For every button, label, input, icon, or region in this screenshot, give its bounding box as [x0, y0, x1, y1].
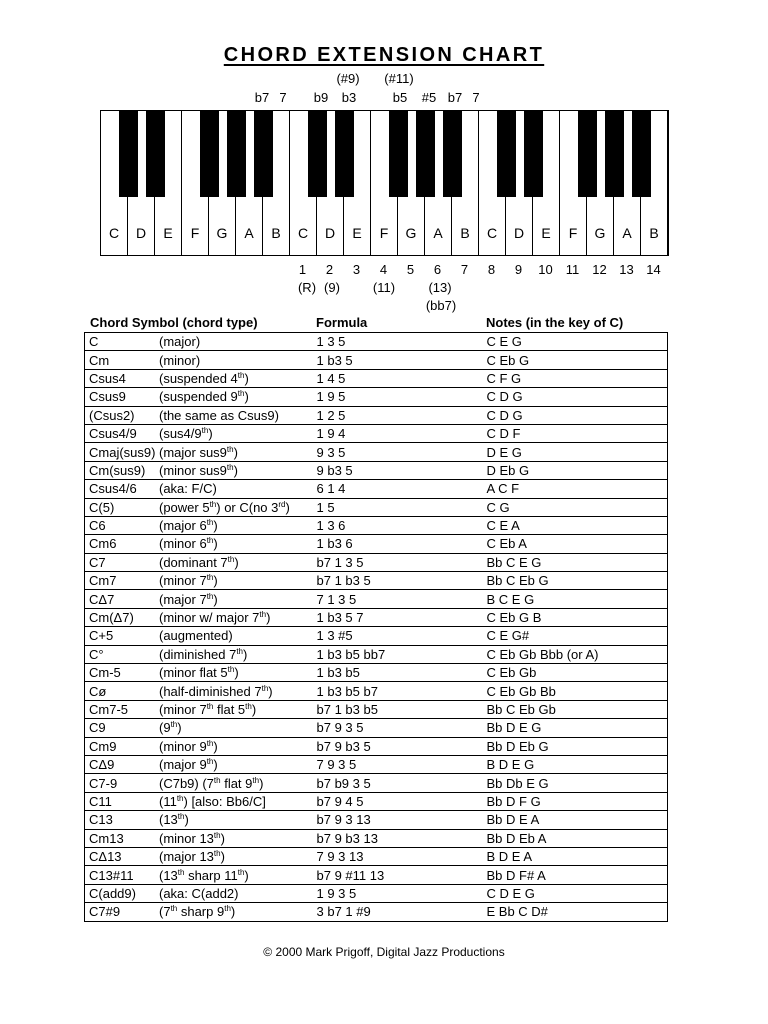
chord-type-cont: )	[234, 554, 239, 570]
chord-row	[85, 553, 668, 571]
chord-symbol: Cm-5	[89, 665, 121, 681]
chord-notes: A C F	[483, 480, 668, 498]
superscript: th	[259, 610, 267, 620]
superscript: th	[226, 444, 234, 454]
white-key-label: F	[379, 225, 389, 241]
white-key-label: B	[649, 225, 659, 241]
chord-formula: 1 9 4	[313, 424, 483, 442]
chord-row	[85, 572, 668, 590]
chord-type: (9	[159, 720, 171, 736]
degree-sub: (9)	[324, 280, 340, 295]
chord-type-cont: )	[208, 426, 213, 442]
chord-formula: 1 3 5	[313, 333, 483, 351]
chord-row	[85, 792, 668, 810]
chord-type: (13	[159, 867, 178, 883]
chord-symbol: Csus4	[89, 370, 126, 386]
chord-type-cont: )	[244, 867, 249, 883]
chord-type-cont: )	[213, 591, 218, 607]
chord-row	[85, 535, 668, 553]
header-formula: Formula	[316, 315, 368, 330]
degree-sub: (13)	[428, 280, 452, 295]
chord-type: (suspended 4	[159, 370, 238, 386]
chord-row	[85, 480, 668, 498]
chord-notes: C Eb G B	[483, 608, 668, 626]
chord-symbol: Cø	[89, 683, 107, 699]
chord-type-cont: )	[213, 738, 218, 754]
chord-symbol: Cmaj(sus9)	[89, 444, 156, 460]
chord-notes: C Eb Gb Bbb (or A)	[483, 645, 668, 663]
chord-symbol: C9	[89, 720, 106, 736]
chord-type-cont: )	[184, 812, 189, 828]
degree-sub: (R)	[297, 280, 317, 295]
superscript: th	[177, 867, 185, 877]
chord-type-cont: )	[233, 444, 238, 460]
chord-type-cont: )	[268, 683, 273, 699]
chord-symbol: CΔ9	[89, 757, 115, 773]
chord-notes: D Eb G	[483, 461, 668, 479]
chord-type-cont: )	[251, 702, 257, 717]
chart-title: CHORD EXTENSION CHART	[223, 44, 545, 66]
chord-type-cont: )	[177, 720, 182, 736]
degree-sub: (bb7)	[425, 298, 457, 313]
superscript: th	[213, 849, 221, 859]
chord-type-cont: )	[213, 518, 218, 534]
white-key-label: C	[486, 225, 498, 241]
chord-symbol: Cm	[89, 352, 110, 368]
chord-notes: C D G	[483, 388, 668, 406]
black-key	[389, 111, 408, 197]
superscript: th	[213, 775, 221, 785]
superscript: th	[226, 462, 234, 472]
chord-symbol: Cm9	[89, 738, 117, 754]
chord-symbol: C(add9)	[89, 885, 136, 901]
chord-formula: b7 9 4 5	[313, 792, 483, 810]
chord-row	[85, 608, 668, 626]
chord-notes: C D G	[483, 406, 668, 424]
degree-number: 12	[592, 262, 607, 277]
chord-type-cont: )	[266, 610, 271, 626]
top-label: b7	[447, 90, 463, 105]
chord-notes: Bb D E G	[483, 719, 668, 737]
chord-type-cont: ) or C(no 3	[216, 499, 279, 515]
chord-symbol: C°	[89, 646, 104, 662]
white-key-label: F	[568, 225, 578, 241]
superscript: th	[177, 812, 185, 822]
black-key	[308, 111, 327, 197]
chord-row	[85, 627, 668, 645]
chord-symbol: C7#9	[89, 904, 121, 920]
superscript: th	[236, 646, 243, 656]
superscript: th	[227, 665, 235, 675]
chord-formula: 1 5	[313, 498, 483, 516]
chord-notes: Bb D Eb A	[483, 829, 668, 847]
degree-number: 8	[487, 262, 496, 277]
white-key-label: C	[297, 225, 309, 241]
chord-row	[85, 903, 668, 921]
chord-symbol: C7	[89, 554, 106, 570]
chord-table	[84, 332, 668, 922]
chord-row	[85, 516, 668, 534]
superscript: th	[206, 702, 214, 711]
black-key	[200, 111, 219, 197]
superscript: th	[206, 757, 214, 767]
chord-symbol: Csus9	[89, 389, 126, 405]
superscript: th	[252, 775, 260, 785]
chord-type: (aka: C(add2)	[159, 885, 239, 901]
chord-type-cont: )	[234, 665, 239, 681]
chord-type-cont: )	[213, 757, 218, 773]
chord-type-cont: )	[213, 573, 218, 589]
white-key-label: D	[135, 225, 147, 241]
white-key-label: F	[190, 225, 200, 241]
chord-notes: C Eb Gb	[483, 664, 668, 682]
chord-symbol: C11	[89, 793, 112, 809]
chord-type-cont: )	[220, 830, 225, 846]
chord-formula: 6 1 4	[313, 480, 483, 498]
chord-row	[85, 829, 668, 847]
chord-notes: C F G	[483, 369, 668, 387]
chord-notes: Bb Db E G	[483, 774, 668, 792]
chord-symbol: Cm13	[89, 830, 124, 846]
white-key-label: B	[271, 225, 281, 241]
chord-type-cont: flat 5	[213, 702, 246, 717]
white-key-label: A	[622, 225, 632, 241]
superscript: th	[224, 904, 231, 914]
chord-formula: 1 b3 b5	[313, 664, 483, 682]
chord-symbol: C+5	[89, 628, 114, 644]
black-key	[497, 111, 516, 197]
chord-formula: b7 b9 3 5	[313, 774, 483, 792]
chord-notes: C G	[483, 498, 668, 516]
chord-row	[85, 590, 668, 608]
chord-type: (major 6	[159, 518, 207, 534]
chord-type: (minor sus9	[159, 462, 227, 478]
chord-type-cont: sharp 9	[177, 904, 225, 920]
chord-formula: b7 9 #11 13	[313, 866, 483, 884]
chord-type: (the same as Csus9)	[159, 407, 279, 423]
chord-formula: 7 9 3 13	[313, 847, 483, 865]
chord-type-cont: ) [also: Bb6/C]	[183, 793, 266, 809]
chord-type: (suspended 9	[159, 389, 238, 405]
chord-type: (11	[159, 793, 177, 809]
superscript: th	[170, 720, 178, 730]
chord-notes: C D E G	[483, 884, 668, 902]
superscript: th	[201, 426, 209, 436]
degree-number: 3	[352, 262, 361, 277]
chord-formula: 1 b3 b5 bb7	[313, 645, 483, 663]
chord-type: (major)	[159, 334, 201, 350]
chord-symbol: Cm6	[89, 536, 117, 552]
chord-symbol: Cm(Δ7)	[89, 610, 134, 626]
chord-type: (13	[159, 812, 178, 828]
top-label-sharp11: (#11)	[384, 71, 414, 86]
chord-type: (minor 7	[159, 573, 207, 589]
superscript: th	[206, 536, 214, 546]
chord-type-cont: )	[259, 775, 264, 791]
chord-formula: b7 9 3 13	[313, 811, 483, 829]
chord-type: (minor w/ major 7	[159, 610, 260, 626]
superscript: th	[245, 702, 252, 711]
chord-type: (power 5	[159, 499, 210, 515]
chord-type: (major 7	[159, 591, 207, 607]
chord-symbol: C7-9	[89, 775, 118, 791]
chord-row	[85, 884, 668, 902]
degree-sub: (11)	[372, 280, 396, 295]
degree-number: 11	[565, 262, 580, 277]
chord-type: (major 9	[159, 757, 207, 773]
chord-notes: Bb D F G	[483, 792, 668, 810]
chord-type-cont: )	[233, 462, 238, 478]
chord-row	[85, 424, 668, 442]
chord-row	[85, 645, 668, 663]
chord-type: (major sus9	[159, 444, 227, 460]
chord-type-cont: )	[244, 370, 249, 386]
chord-notes: Bb D F# A	[483, 866, 668, 884]
chord-type: (7	[159, 904, 171, 920]
chord-notes: C E G	[483, 333, 668, 351]
black-key	[632, 111, 651, 197]
chord-notes: C D F	[483, 424, 668, 442]
superscript: th	[227, 554, 235, 564]
chord-row	[85, 755, 668, 773]
chord-formula: 1 3 6	[313, 516, 483, 534]
black-key	[254, 111, 273, 197]
black-key	[146, 111, 165, 197]
chord-type: (diminished 7	[159, 646, 237, 662]
chord-formula: b7 9 3 5	[313, 719, 483, 737]
chord-row	[85, 333, 668, 351]
chord-type-cont: )	[285, 499, 290, 515]
chord-row	[85, 388, 668, 406]
chord-formula: 1 2 5	[313, 406, 483, 424]
black-key	[335, 111, 354, 197]
chord-notes: E Bb C D#	[483, 903, 668, 921]
chord-row	[85, 682, 668, 700]
degree-number: 7	[460, 262, 469, 277]
chord-symbol: C13#11	[89, 867, 134, 883]
chord-formula: 7 1 3 5	[313, 590, 483, 608]
chord-type: (aka: F/C)	[159, 481, 217, 497]
white-key-label: E	[541, 225, 551, 241]
white-key-label: D	[513, 225, 525, 241]
superscript: th	[206, 518, 214, 528]
black-key	[416, 111, 435, 197]
chord-symbol: Csus4/6	[89, 481, 137, 497]
chord-type: (C7b9) (7	[159, 775, 214, 791]
top-label: 7	[472, 90, 480, 105]
header-chord-symbol: Chord Symbol (chord type)	[90, 315, 258, 330]
chord-row	[85, 700, 668, 718]
superscript: th	[176, 793, 184, 803]
chord-formula: 7 9 3 5	[313, 755, 483, 773]
top-label: b9	[313, 90, 329, 105]
chord-formula: b7 9 b3 13	[313, 829, 483, 847]
chord-row	[85, 847, 668, 865]
superscript: th	[261, 683, 269, 693]
black-key	[119, 111, 138, 197]
chord-type: (minor)	[159, 352, 201, 368]
chord-notes: Bb C Eb G	[483, 572, 668, 590]
white-key-label: A	[244, 225, 254, 241]
degree-number: 14	[646, 262, 661, 277]
chord-row	[85, 406, 668, 424]
top-label: b5	[392, 90, 408, 105]
chord-type-cont: )	[243, 646, 248, 662]
chord-row	[85, 443, 668, 461]
chord-type: (minor 9	[159, 738, 207, 754]
chord-formula: 1 9 3 5	[313, 884, 483, 902]
chord-notes: C E A	[483, 516, 668, 534]
chord-formula: 1 b3 5	[313, 351, 483, 369]
degree-number: 2	[325, 262, 334, 277]
chord-notes: D E G	[483, 443, 668, 461]
white-key-label: G	[594, 225, 606, 241]
chord-symbol: (Csus2)	[89, 407, 135, 423]
chord-symbol: C6	[89, 518, 106, 534]
superscript: th	[209, 499, 217, 509]
white-key-label: E	[352, 225, 362, 241]
chord-row	[85, 866, 668, 884]
chord-formula: 1 3 #5	[313, 627, 483, 645]
chord-symbol: C(5)	[89, 499, 115, 515]
chord-symbol: CΔ13	[89, 849, 122, 865]
chord-row	[85, 351, 668, 369]
chord-formula: 1 9 5	[313, 388, 483, 406]
chord-formula: 1 b3 b5 b7	[313, 682, 483, 700]
chord-notes: B D E A	[483, 847, 668, 865]
chord-row	[85, 811, 668, 829]
black-key	[227, 111, 246, 197]
chord-row	[85, 664, 668, 682]
chord-notes: C E G#	[483, 627, 668, 645]
top-label: #5	[421, 90, 437, 105]
chord-symbol: Csus4/9	[89, 426, 137, 442]
chord-row	[85, 719, 668, 737]
chord-symbol: Cm(sus9)	[89, 462, 146, 478]
chord-row	[85, 461, 668, 479]
chord-symbol: CΔ7	[89, 591, 115, 607]
chord-formula: 9 b3 5	[313, 461, 483, 479]
chord-formula: b7 1 b3 5	[313, 572, 483, 590]
chord-formula: b7 1 b3 b5	[313, 700, 483, 718]
chord-type-cont: )	[244, 389, 249, 405]
chord-notes: B D E G	[483, 755, 668, 773]
chord-notes: Bb D E A	[483, 811, 668, 829]
chord-formula: 1 b3 6	[313, 535, 483, 553]
superscript: th	[206, 738, 214, 748]
black-key	[524, 111, 543, 197]
superscript: rd	[278, 499, 286, 509]
degree-number: 6	[433, 262, 442, 277]
chord-row	[85, 498, 668, 516]
chord-type: (sus4/9	[159, 426, 202, 442]
chord-formula: 1 4 5	[313, 369, 483, 387]
chord-symbol: Cm7-5	[89, 702, 129, 717]
superscript: th	[237, 389, 245, 399]
white-key-label: C	[108, 225, 120, 241]
white-key-label: G	[405, 225, 417, 241]
white-key-label: G	[216, 225, 228, 241]
white-key-label: A	[433, 225, 443, 241]
top-label: b7	[254, 90, 270, 105]
chord-type: (major 13	[159, 849, 214, 865]
copyright-footer: © 2000 Mark Prigoff, Digital Jazz Productions	[263, 945, 505, 959]
chord-type: (augmented)	[159, 628, 233, 644]
chord-type-cont: )	[213, 536, 218, 552]
chord-type-cont: )	[220, 849, 225, 865]
chord-formula: 3 b7 1 #9	[313, 903, 483, 921]
superscript: th	[237, 867, 245, 877]
superscript: th	[170, 904, 178, 914]
chord-type: (minor 6	[159, 536, 207, 552]
superscript: th	[206, 591, 214, 601]
chord-symbol: C	[89, 334, 99, 350]
degree-number: 9	[514, 262, 523, 277]
chord-notes: C Eb Gb Bb	[483, 682, 668, 700]
header-notes: Notes (in the key of C)	[486, 315, 624, 330]
degree-number: 4	[379, 262, 388, 277]
top-label: 7	[279, 90, 287, 105]
chord-type-cont: flat 9	[220, 775, 253, 791]
chord-notes: C Eb G	[483, 351, 668, 369]
white-key-label: E	[163, 225, 173, 241]
chord-type: (minor 13	[159, 830, 214, 846]
top-label: b3	[341, 90, 357, 105]
white-key-label: D	[324, 225, 336, 241]
white-key-label: B	[460, 225, 470, 241]
chord-type: (minor flat 5	[159, 665, 228, 681]
chord-row	[85, 737, 668, 755]
chord-notes: C Eb A	[483, 535, 668, 553]
superscript: th	[206, 573, 214, 583]
chord-notes: Bb C E G	[483, 553, 668, 571]
chord-type: (half-diminished 7	[159, 683, 262, 699]
chord-symbol: Cm7	[89, 573, 117, 589]
chord-formula: 1 b3 5 7	[313, 608, 483, 626]
chord-notes: Bb C Eb Gb	[483, 700, 668, 718]
black-key	[578, 111, 597, 197]
chord-notes: Bb D Eb G	[483, 737, 668, 755]
degree-number: 1	[298, 262, 307, 277]
chord-type: (minor 7	[159, 702, 207, 717]
chord-row	[85, 774, 668, 792]
chord-type-cont: sharp 11	[184, 867, 238, 883]
chord-formula: 9 3 5	[313, 443, 483, 461]
top-label-sharp9: (#9)	[336, 71, 360, 86]
chord-formula: b7 1 3 5	[313, 553, 483, 571]
black-key	[443, 111, 462, 197]
chord-notes: B C E G	[483, 590, 668, 608]
black-key	[605, 111, 624, 197]
degree-number: 13	[619, 262, 634, 277]
chord-formula: b7 9 b3 5	[313, 737, 483, 755]
chord-symbol: C13	[89, 812, 113, 828]
chord-row	[85, 369, 668, 387]
degree-number: 10	[538, 262, 553, 277]
chord-type-cont: )	[230, 904, 236, 920]
superscript: th	[237, 370, 245, 380]
degree-number: 5	[406, 262, 415, 277]
piano-keyboard	[100, 110, 669, 256]
chord-type: (dominant 7	[159, 554, 228, 570]
superscript: th	[213, 830, 221, 840]
